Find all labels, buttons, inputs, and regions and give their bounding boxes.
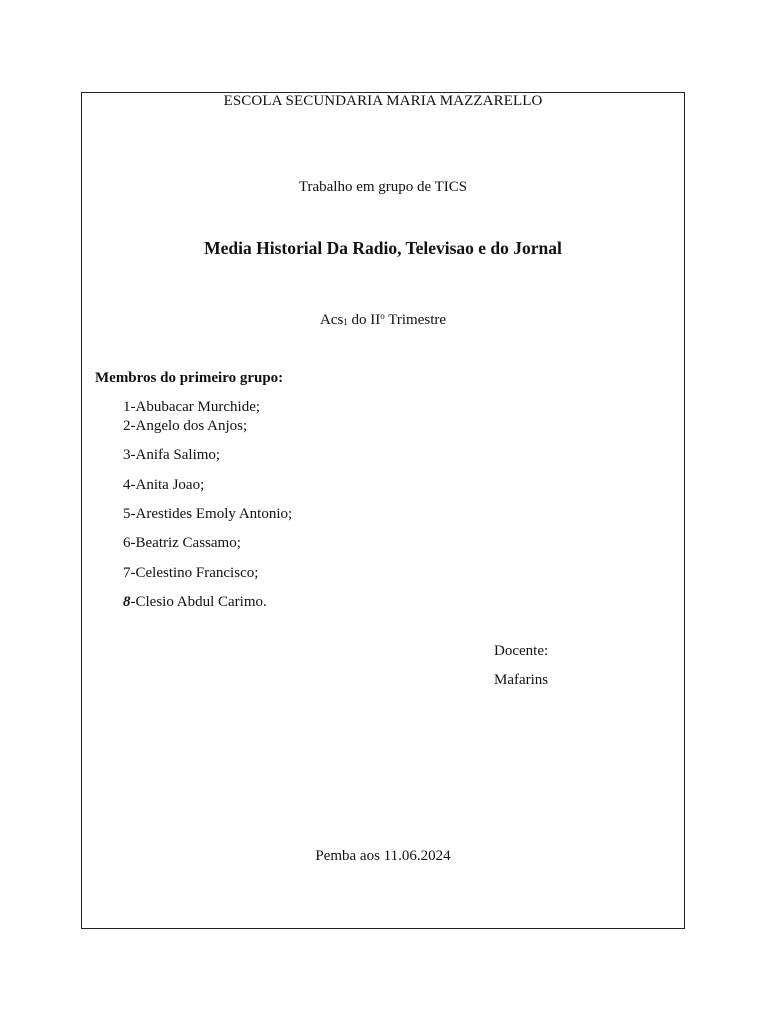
place-date: Pemba aos 11.06.2024 — [315, 848, 451, 864]
member-item — [123, 565, 258, 582]
teacher-name: Mafarins — [494, 672, 549, 688]
member-number: 5 — [123, 506, 131, 522]
member-number: 7 — [123, 565, 131, 581]
member-number: 4 — [123, 477, 131, 493]
member-name: -Abubacar Murchide; — [130, 399, 261, 415]
teacher-label: Docente: — [494, 643, 549, 659]
member-number: 2 — [123, 418, 131, 434]
member-number: 3 — [123, 447, 131, 463]
term-suffix: Trimestre — [384, 312, 447, 328]
term-middle: do II — [347, 312, 381, 328]
term-subscript: 1 — [343, 317, 348, 327]
document-title: Media Historial Da Radio, Televisao e do Jornal — [204, 238, 562, 258]
term-line — [82, 311, 684, 329]
document-page-frame — [81, 92, 685, 929]
member-name: -Beatriz Cassamo; — [130, 535, 241, 551]
member-name: -Anita Joao; — [130, 477, 205, 493]
member-number: 8 — [123, 594, 131, 610]
term-prefix: Acs — [319, 312, 344, 328]
member-number: 6 — [123, 535, 131, 551]
member-item — [123, 447, 220, 464]
member-item — [123, 418, 247, 435]
member-name: -Celestino Francisco; — [130, 565, 259, 581]
member-name: -Angelo dos Anjos; — [130, 418, 248, 434]
members-heading: Membros do primeiro grupo: — [95, 370, 284, 386]
member-name: -Anifa Salimo; — [130, 447, 221, 463]
member-item — [123, 594, 267, 611]
member-item — [123, 506, 292, 523]
member-name: -Clesio Abdul Carimo. — [130, 594, 267, 610]
member-item — [123, 535, 241, 552]
member-number: 1 — [123, 399, 131, 415]
member-item — [123, 399, 260, 416]
member-name: -Arestides Emoly Antonio; — [130, 506, 293, 522]
member-item — [123, 477, 204, 494]
work-subtitle: Trabalho em grupo de TICS — [298, 179, 468, 195]
term-superscript: o — [380, 311, 385, 321]
school-name: ESCOLA SECUNDARIA MARIA MAZZARELLO — [223, 93, 543, 109]
